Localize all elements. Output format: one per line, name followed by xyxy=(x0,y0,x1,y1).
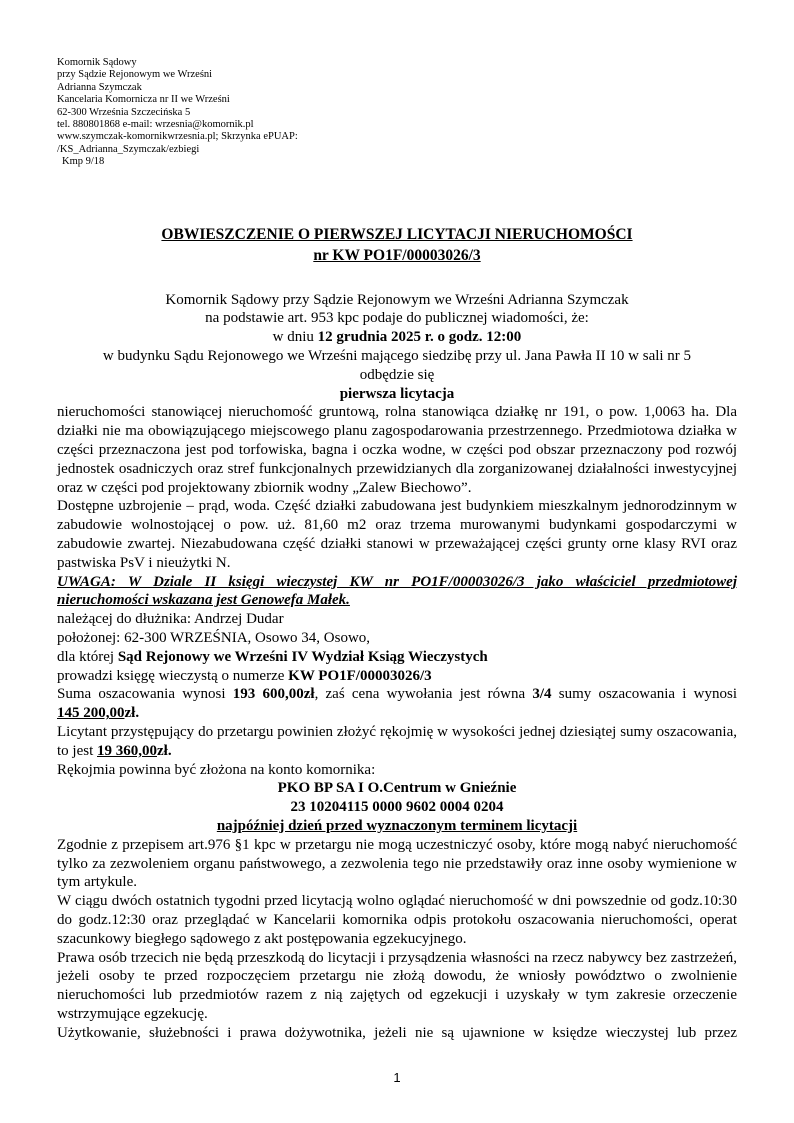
deadline-line xyxy=(57,817,737,836)
court-prefix: dla której xyxy=(57,648,118,665)
ownership-warning: UWAGA: W Dziale II księgi wieczystej KW nr PO1F/00003026/3 jako właściciel przedmiotowej nieruchomości wskazana jest Genowefa Małek. xyxy=(57,573,737,609)
court-line xyxy=(57,648,737,667)
deposit-amount: 19 360,00 xyxy=(97,742,157,759)
auction-type: pierwsza licytacja xyxy=(339,385,455,402)
paragraph-art976: Zgodnie z przepisem art.976 §1 kpc w przetargu nie mogą uczestniczyć osoby, które mogą nabyć nieruchomość tylko za zezwoleniem organu państwowego, a zezwolenia tego nie przedstawiły oraz inne osoby wymienione w tym artykule. xyxy=(57,836,737,891)
letterhead-bailiff-name: Adrianna Szymczak xyxy=(57,81,142,93)
notice-title-line2: nr KW PO1F/00003026/3 xyxy=(313,246,481,264)
paragraph-usufruct: Użytkowanie, służebności i prawa dożywotnika, jeżeli nie są ujawnione w księdze wieczystej lub przez xyxy=(57,1024,737,1041)
page-number: 1 xyxy=(393,1070,401,1085)
notice-title-line1: OBWIESZCZENIE O PIERWSZEJ LICYTACJI NIERUCHOMOŚCI xyxy=(161,225,633,243)
deadline-text: najpóźniej dzień przed wyznaczonym terminem licytacji xyxy=(216,817,578,834)
notice-body xyxy=(57,291,737,1043)
opening-price-line xyxy=(57,704,737,723)
valuation-fraction: 3/4 xyxy=(532,686,552,703)
letterhead-contact: tel. 880801868 e-mail: wrzesnia@komornik.pl xyxy=(57,119,254,131)
register-number: KW PO1F/00003026/3 xyxy=(288,667,432,684)
letterhead-epuap: /KS_Adrianna_Szymczak/ezbiegi xyxy=(57,143,200,155)
valuation-mid: , zaś cena wywołania jest równa xyxy=(314,686,533,703)
case-number: Kmp 9/18 xyxy=(62,156,105,168)
debtor-line: należącej do dłużnika: Andrzej Dudar xyxy=(57,611,284,628)
valuation-suffix: sumy oszacowania i wynosi xyxy=(551,686,737,703)
valuation-prefix: Suma oszacowania wynosi xyxy=(57,686,233,703)
property-description: nieruchomości stanowiącej nieruchomość gruntową, rolna stanowiąca działkę nr 191, o pow. 1,0063 ha. Dla działki nie ma obowiązującego miejscowego planu zagospodarowania przestrzennego. Przedmiotowa działka w części przeznaczona jest pod torfowiska, bagna i oczka wodne, w części pod obszar przeznaczony pod rozwój jednostek osadniczych oraz stref funkcjonalnych przewidzianych dla zorganizowanej działalności inwestycyjnej oraz w części pod projektowany zbiornik wodny „Zalew Biechowo”. xyxy=(57,404,737,496)
valuation-line xyxy=(57,685,737,704)
opening-price-suffix: zł. xyxy=(124,705,140,722)
notice-title xyxy=(57,224,737,266)
letterhead-chancery: Kancelaria Komornicza nr II we Wrześni xyxy=(57,94,230,106)
valuation-amount: 193 600,00zł xyxy=(232,686,315,703)
paragraph-third-party: Prawa osób trzecich nie będą przeszkodą do licytacji i przysądzenia własności na rzecz nabywcy bez zastrzeżeń, jeżeli osoby te przed rozpoczęciem przetargu nie złożą dowodu, że wniosły powództwo o zwolnienie nieruchomości lub przedmiotów razem z nią zajętych od egzekucji i uzyskały w tym zakresie orzeczenie wstrzymujące egzekucję. xyxy=(57,949,737,1022)
deposit-account-intro: Rękojmia powinna być złożona na konto komornika: xyxy=(57,761,376,778)
account-number: 23 10204115 0000 9602 0004 0204 xyxy=(290,799,504,816)
will-take-place: odbędzie się xyxy=(359,366,435,383)
letterhead-office: Komornik Sądowy xyxy=(57,57,137,68)
deposit-suffix: zł. xyxy=(157,742,172,759)
intro-line1: Komornik Sądowy przy Sądzie Rejonowym we Wrześni Adrianna Szymczak xyxy=(165,291,629,308)
register-prefix: prowadzi księgę wieczystą o numerze xyxy=(57,667,289,684)
deposit-paragraph xyxy=(57,723,737,761)
utilities-description: Dostępne uzbrojenie – prąd, woda. Część działki zabudowana jest budynkiem mieszkalnym jednorodzinnym w zabudowie wolnostojącej o pow. uż. 81,60 m2 oraz trzema murowanymi budynkami gospodarczymi w zabudowie zwartej. Niezabudowana część działki stanowi w przeważającej części grunty orne klasy RVI oraz pastwiska PsV i nieużytki N. xyxy=(57,498,737,571)
auction-date-prefix: w dniu xyxy=(272,329,318,346)
letterhead-court: przy Sądzie Rejonowym we Wrześni xyxy=(57,69,213,81)
court-name: Sąd Rejonowy we Wrześni IV Wydział Ksiąg Wieczystych xyxy=(117,648,488,665)
paragraph-viewing: W ciągu dwóch ostatnich tygodni przed licytacją wolno oglądać nieruchomość w dni powszednie od godz.10:30 do godz.12:30 oraz przeglądać w Kancelarii komornika odpis protokołu oszacowania nieruchomości, operat szacunkowy biegłego sądowego z akt postępowania egzekucyjnego. xyxy=(57,893,737,947)
location-line: położonej: 62-300 WRZEŚNIA, Osowo 34, Osowo, xyxy=(57,630,371,646)
opening-price-amount: 145 200,00 xyxy=(57,705,125,722)
letterhead-website: www.szymczak-komornikwrzesnia.pl; Skrzynka ePUAP: xyxy=(57,131,298,143)
letterhead xyxy=(57,0,737,169)
bank-name: PKO BP SA I O.Centrum w Gnieźnie xyxy=(277,780,517,797)
letterhead-address: 62-300 Września Szczecińska 5 xyxy=(57,106,191,118)
deposit-text: Licytant przystępujący do przetargu powinien złożyć rękojmię w wysokości jednej dziesiątej sumy oszacowania, to jest xyxy=(57,723,737,759)
auction-venue: w budynku Sądu Rejonowego we Wrześni mającego siedzibę przy ul. Jana Pawła II 10 w sali nr 5 xyxy=(102,348,692,365)
register-line xyxy=(57,667,737,686)
intro-line2: na podstawie art. 953 kpc podaje do publicznej wiadomości, że: xyxy=(205,310,589,327)
auction-date-line xyxy=(57,328,737,347)
auction-date-value: 12 grudnia 2025 r. o godz. 12:00 xyxy=(317,329,522,346)
